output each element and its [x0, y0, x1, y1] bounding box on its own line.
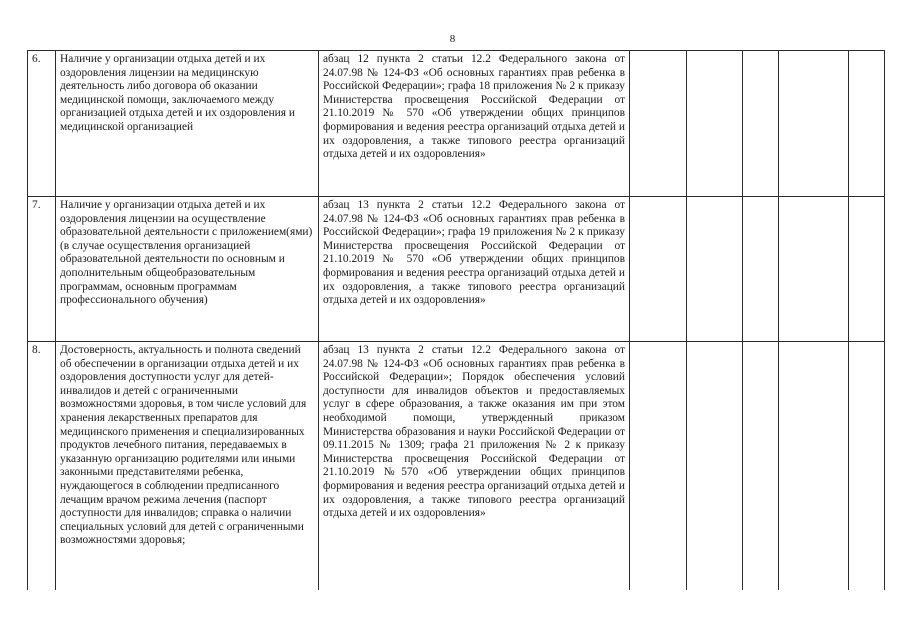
answer-cell-no[interactable]	[687, 197, 743, 342]
table-row	[28, 197, 885, 342]
extra-cell[interactable]	[849, 197, 885, 342]
legal-basis-cell: абзац 13 пункта 2 статьи 12.2 Федерального закона от 24.07.98 № 124-ФЗ «Об основных гарантиях прав ребенка в Российской Федерации»; Порядок обеспечения условий доступности для инвалидов объектов и предоставляемых услуг в сфере образования, а также оказания им при этом необходимой помощи, утвержденный приказом Министерства образования и науки Российской Федерации от 09.11.2015 № 1309; графа 21 приложения № 2 к приказу Министерства просвещения Российской Федерации от 21.10.2019 №570 «Об утверждении общих принципов формирования и ведения реестра организаций отдыха детей и их оздоровления, а также типового реестра организаций отдыха детей и их оздоровления»	[319, 342, 630, 590]
legal-basis-cell: абзац 13 пункта 2 статьи 12.2 Федерального закона от 24.07.98 № 124-ФЗ «Об основных гарантиях прав ребенка в Российской Федерации»; графа 19 приложения № 2 к приказу Министерства просвещения Российской Федерации от 21.10.2019 № 570 «Об утверждении общих принципов формирования и ведения реестра организаций отдыха детей и их оздоровления, а также типового реестра организаций отдыха детей и их оздоровления»	[319, 197, 630, 342]
page-number: 8	[449, 33, 456, 45]
requirement-cell: Достоверность, актуальность и полнота сведений об обеспечении в организации отдыха детей и их оздоровления доступности услуг для детей-инвалидов и детей с ограниченными возможностями здоровья, в том числе условий для хранения лекарственных препаратов для медицинского применения и специализированных продуктов лечебного питания, передаваемых в указанную организацию родителями или иными законными представителями ребенка, нуждающегося в соблюдении предписанного лечащим врачом режима лечения (паспорт доступности для инвалидов; справка о наличии специальных условий для детей с ограниченными возможностями здоровья;	[56, 342, 319, 590]
row-number: 6.	[28, 51, 56, 197]
answer-cell-yes[interactable]	[630, 51, 687, 197]
row-number: 7.	[28, 197, 56, 342]
extra-cell[interactable]	[849, 51, 885, 197]
answer-cell-na[interactable]	[743, 342, 779, 590]
legal-basis-cell: абзац 12 пункта 2 статьи 12.2 Федерального закона от 24.07.98 № 124-ФЗ «Об основных гарантиях прав ребенка в Российской Федерации»; графа 18 приложения № 2 к приказу Министерства просвещения Российской Федерации от 21.10.2019 № 570 «Об утверждении общих принципов формирования и ведения реестра организаций отдыха детей и их оздоровления, а также типового реестра организаций отдыха детей и их оздоровления»	[319, 51, 630, 197]
table-row	[28, 342, 885, 590]
extra-cell[interactable]	[849, 342, 885, 590]
answer-cell-yes[interactable]	[630, 197, 687, 342]
requirement-cell: Наличие у организации отдыха детей и их оздоровления лицензии на осуществление образовательной деятельности с приложением(ями) (в случае осуществления организацией образовательной деятельности по основным и дополнительным общеобразовательным программам, основным программам профессионального обучения)	[56, 197, 319, 342]
answer-cell-na[interactable]	[743, 197, 779, 342]
requirement-cell: Наличие у организации отдыха детей и их оздоровления лицензии на медицинскую деятельность либо договора об оказании медицинской помощи, заключаемого между организацией отдыха детей и их оздоровления и медицинской организацией	[56, 51, 319, 197]
checklist-table	[27, 50, 885, 590]
note-cell[interactable]	[779, 51, 849, 197]
table-row	[28, 51, 885, 197]
answer-cell-yes[interactable]	[630, 342, 687, 590]
row-number: 8.	[28, 342, 56, 590]
note-cell[interactable]	[779, 342, 849, 590]
note-cell[interactable]	[779, 197, 849, 342]
answer-cell-na[interactable]	[743, 51, 779, 197]
answer-cell-no[interactable]	[687, 342, 743, 590]
answer-cell-no[interactable]	[687, 51, 743, 197]
